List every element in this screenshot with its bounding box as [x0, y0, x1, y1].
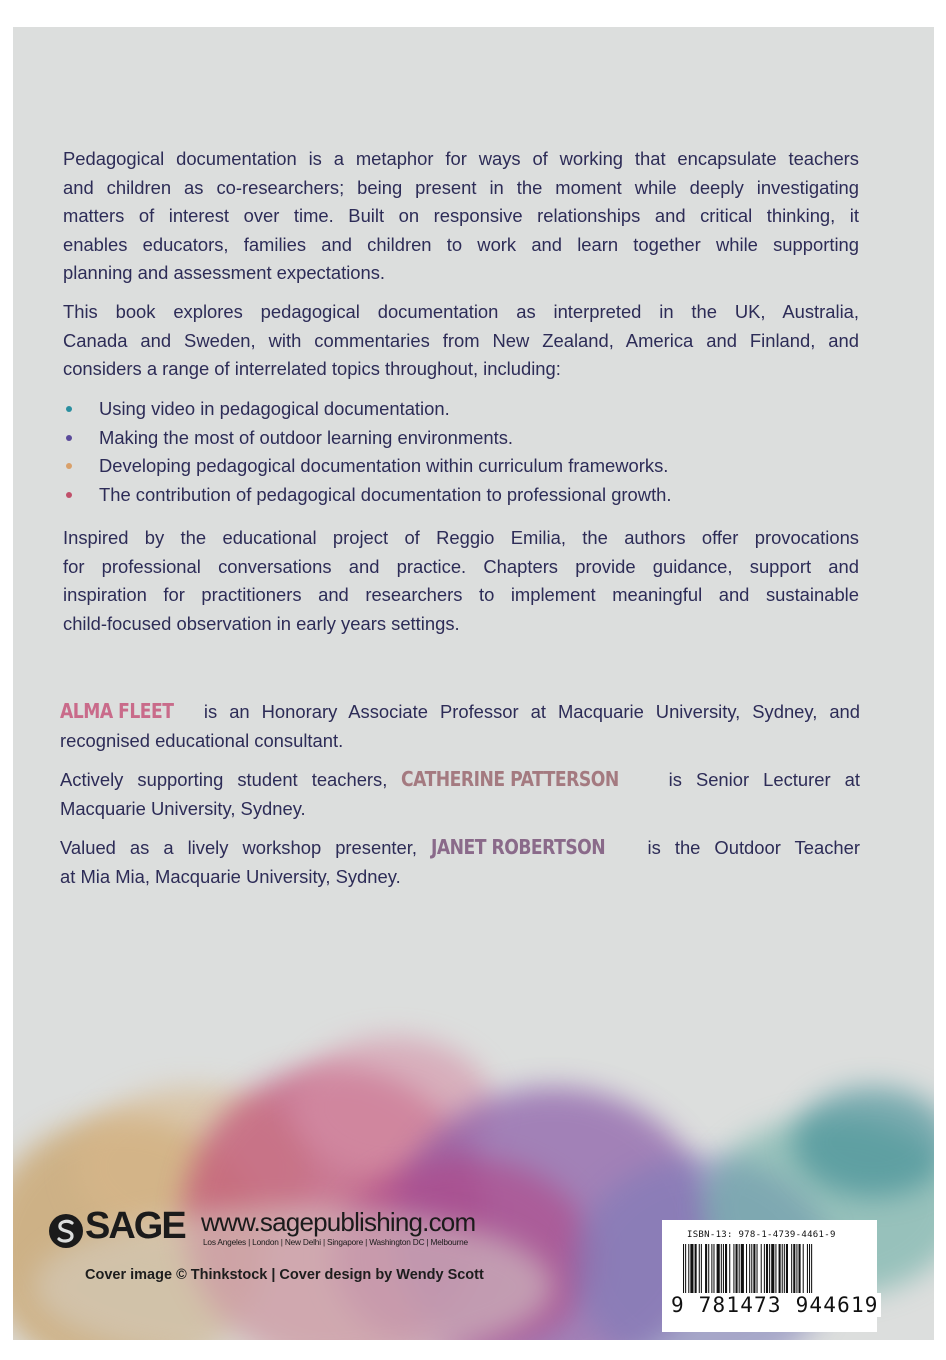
- author-name: ALMA FLEET: [60, 699, 174, 723]
- list-item: [63, 395, 859, 424]
- barcode-bar: [721, 1244, 722, 1300]
- barcode-bar: [723, 1244, 724, 1300]
- blurb-paragraph-2: [63, 298, 859, 384]
- author-name: CATHERINE PATTERSON: [401, 767, 620, 791]
- sage-logo-text: SAGE: [85, 1205, 185, 1247]
- blurb-line: child-focused observation in early years settings.: [63, 612, 460, 634]
- author-bio-text: Actively supporting student teachers,: [60, 769, 402, 790]
- author-bio-line: at Mia Mia, Macquarie University, Sydney.: [60, 865, 401, 887]
- author-bio-line: recognised educational consultant.: [60, 729, 344, 751]
- author-bio-line: [60, 697, 860, 727]
- cover-credits: Cover image © Thinkstock | Cover design by Wendy Scott: [85, 1267, 484, 1283]
- barcode-bar: [749, 1244, 750, 1300]
- list-item-text: Making the most of outdoor learning environments.: [99, 426, 514, 448]
- blurb-line: for professional conversations and practice. Chapters provide guidance, support and: [63, 555, 859, 577]
- barcode-bar: [736, 1244, 738, 1300]
- barcode-digits: 9 781473 944619: [671, 1293, 879, 1317]
- barcode-bar: [729, 1244, 730, 1300]
- blurb-line: matters of interest over time. Built on responsive relationships and critical thinking, it: [63, 205, 859, 226]
- bullet-dot: [66, 492, 72, 498]
- author-bio-text: Valued as a lively workshop presenter,: [60, 837, 431, 858]
- barcode-bar: [766, 1244, 768, 1300]
- barcode-bar: [688, 1244, 689, 1300]
- barcode-bar: [705, 1244, 707, 1300]
- isbn-label: ISBN-13: 978-1-4739-4461-9: [687, 1230, 836, 1240]
- back-cover: [13, 27, 934, 1340]
- barcode-bar: [775, 1244, 776, 1300]
- barcode-bar: [791, 1244, 792, 1300]
- barcode-bar: [708, 1244, 709, 1300]
- bullet-dot: [66, 463, 72, 469]
- barcode-bar: [796, 1244, 797, 1300]
- barcode-bar: [699, 1244, 700, 1300]
- blurb-line: This book explores pedagogical documentation as interpreted in the UK, Australia,: [63, 301, 859, 322]
- author-bio-line: [60, 833, 860, 863]
- barcode-bar: [741, 1244, 744, 1300]
- blurb-line: Inspired by the educational project of Reggio Emilia, the authors offer provocations: [63, 527, 859, 548]
- blurb-line: considers a range of interrelated topics throughout, including:: [63, 358, 561, 379]
- author-bio: [60, 833, 860, 891]
- list-item-text: Developing pedagogical documentation within curriculum frameworks.: [99, 455, 669, 476]
- barcode-bar: [793, 1244, 795, 1300]
- blurb-line: inspiration for practitioners and researchers to implement meaningful and sustainable: [63, 584, 859, 605]
- barcode-bar: [690, 1244, 693, 1300]
- author-bio-line: Macquarie University, Sydney.: [60, 797, 306, 819]
- barcode-bar: [807, 1244, 808, 1300]
- barcode-bar: [771, 1244, 774, 1300]
- barcode-bar: [753, 1244, 755, 1300]
- author-bio-text: is an Honorary Associate Professor at Macquarie University, Sydney, and: [191, 701, 860, 722]
- author-bio-text: is the Outdoor Teacher: [633, 837, 860, 858]
- blurb-line: planning and assessment expectations.: [63, 262, 386, 283]
- barcode-bar: [711, 1244, 712, 1300]
- barcode-bar: [695, 1244, 697, 1300]
- barcode-bar: [701, 1244, 702, 1300]
- barcode-bar: [803, 1244, 804, 1300]
- barcode-bar: [784, 1244, 785, 1300]
- list-item: [63, 424, 859, 453]
- publisher-url[interactable]: www.sagepublishing.com: [201, 1207, 476, 1237]
- blurb-paragraph-3: [63, 524, 859, 638]
- topic-list: [63, 395, 859, 509]
- author-bio: [60, 697, 860, 755]
- barcode-bar: [713, 1244, 714, 1300]
- list-item-text: Using video in pedagogical documentation.: [99, 398, 450, 419]
- barcode-bar: [779, 1244, 781, 1300]
- blurb-line: Canada and Sweden, with commentaries from New Zealand, America and Finland, and: [63, 329, 859, 351]
- barcode-bar: [739, 1244, 740, 1300]
- list-item: [63, 452, 859, 481]
- author-bio-line: [60, 765, 860, 795]
- barcode-bar: [764, 1244, 765, 1300]
- author-bio: [60, 765, 860, 823]
- barcode-bar: [786, 1244, 788, 1300]
- blurb-paragraph-1: [63, 145, 859, 288]
- publisher-cities: Los Angeles | London | New Delhi | Singapore | Washington DC | Melbourne: [203, 1237, 468, 1247]
- barcode-bar: [746, 1244, 747, 1300]
- list-item-text: The contribution of pedagogical documentation to professional growth.: [99, 483, 672, 505]
- barcode-bar: [725, 1244, 727, 1300]
- barcode-bar: [717, 1244, 720, 1300]
- barcode-bar: [782, 1244, 783, 1300]
- blurb-line: and children as co-researchers; being present in the moment while deeply investigating: [63, 176, 859, 198]
- barcode-bar: [733, 1244, 734, 1300]
- bullet-dot: [66, 406, 72, 412]
- author-name: JANET ROBERTSON: [431, 835, 606, 859]
- blurb-line: Pedagogical documentation is a metaphor for ways of working that encapsulate teachers: [63, 148, 859, 169]
- barcode-bar: [769, 1244, 770, 1300]
- author-bio-text: is Senior Lecturer at: [654, 769, 860, 790]
- barcode-bar: [799, 1244, 801, 1300]
- list-item: [63, 481, 859, 510]
- barcode-bar: [761, 1244, 762, 1300]
- sage-logo-icon: [48, 1213, 84, 1249]
- barcode-bar: [757, 1244, 758, 1300]
- blurb-line: enables educators, families and children to work and learn together while supporting: [63, 233, 859, 255]
- bullet-dot: [66, 435, 72, 441]
